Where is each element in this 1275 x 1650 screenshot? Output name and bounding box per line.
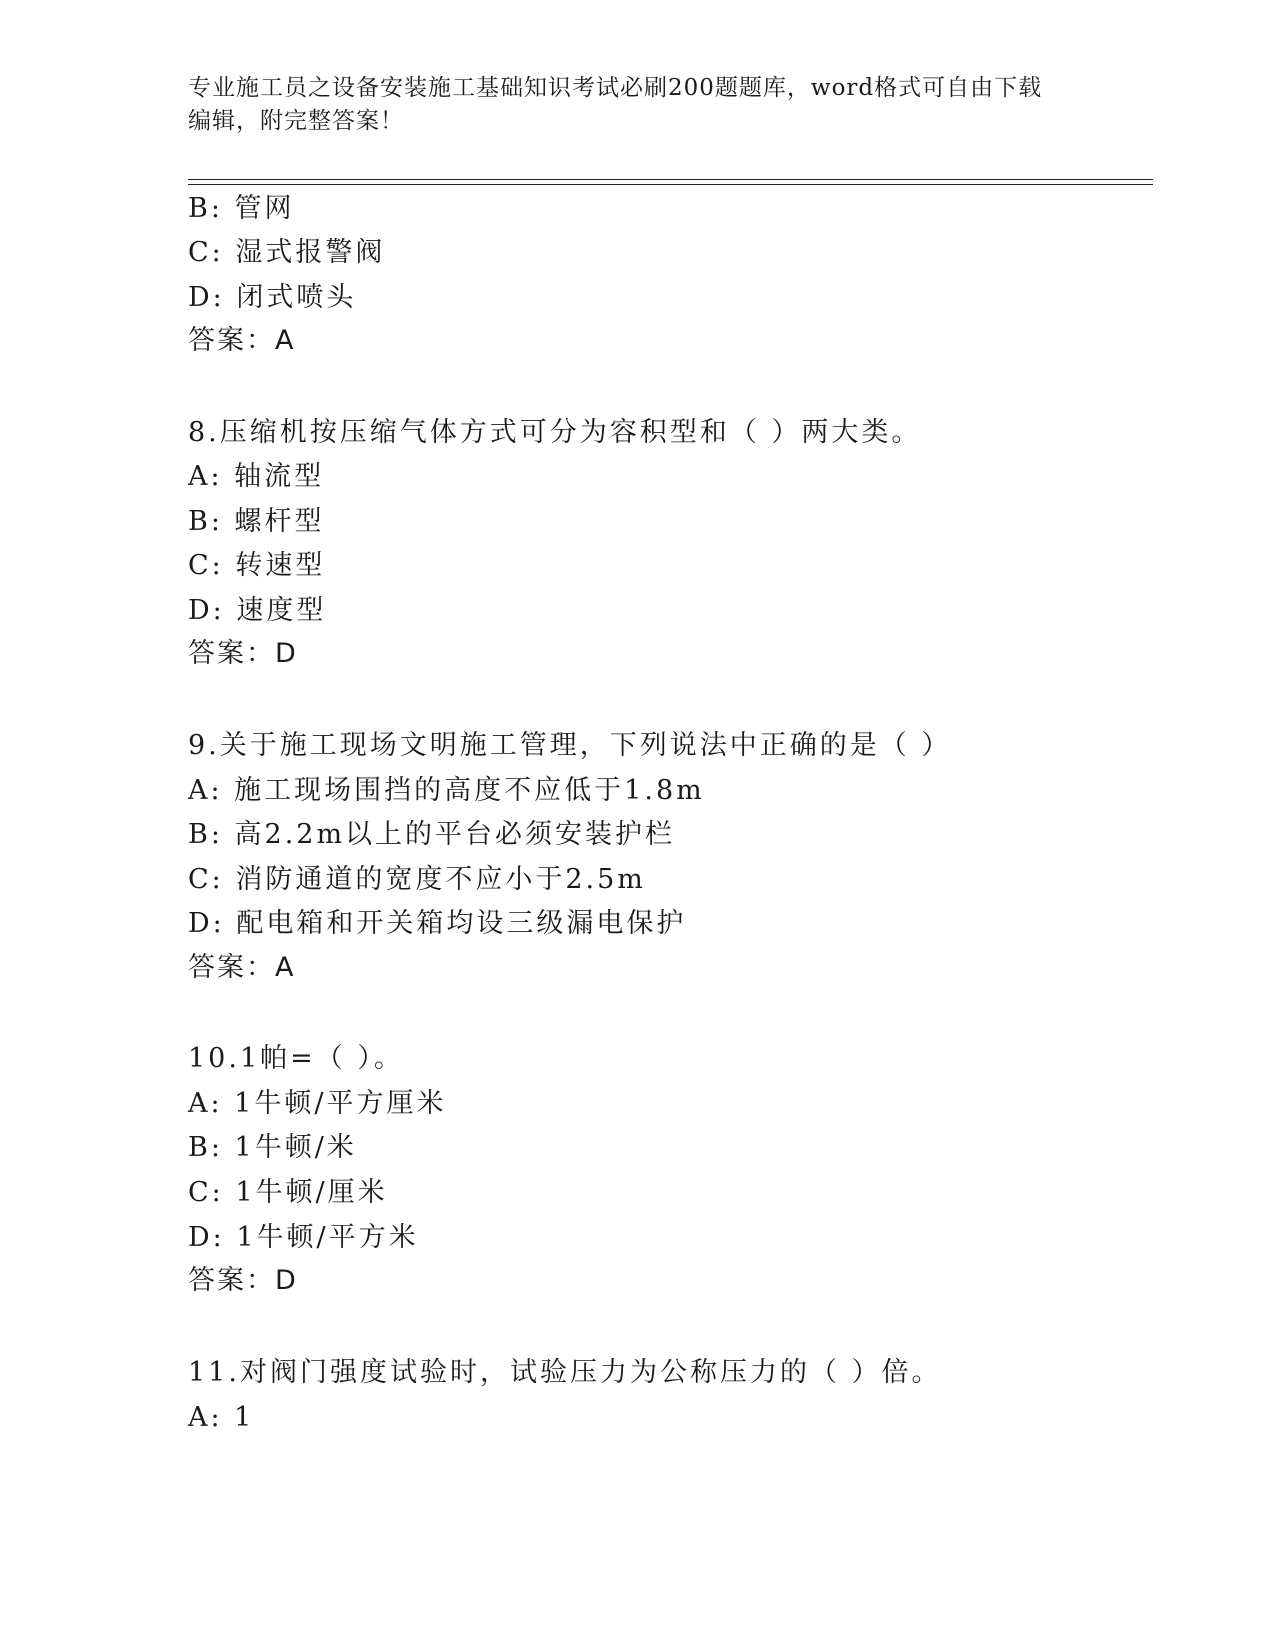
q8-question: 8.压缩机按压缩气体方式可分为容积型和（ ）两大类。 [188, 417, 922, 448]
q9-option-a: A: 施工现场围挡的高度不应低于1.8m [188, 775, 705, 806]
header-title-line-1: 专业施工员之设备安装施工基础知识考试必刷200题题库，word格式可自由下载 [188, 75, 1043, 101]
q10-question: 10.1帕=（ ）。 [188, 1043, 404, 1074]
q8-option-a: A: 轴流型 [188, 461, 325, 492]
q10-answer: 答案：D [188, 1265, 298, 1296]
header-title-line-2: 编辑，附完整答案！ [188, 108, 404, 134]
q7-answer: 答案：A [188, 325, 296, 356]
q9-answer: 答案：A [188, 952, 296, 983]
q7-option-c: C: 湿式报警阀 [188, 237, 386, 268]
q10-option-d: D: 1牛顿/平方米 [188, 1222, 419, 1253]
q10-option-a: A: 1牛顿/平方厘米 [188, 1088, 447, 1119]
q9-question: 9.关于施工现场文明施工管理，下列说法中正确的是（ ） [188, 730, 952, 761]
header-divider-bottom [188, 184, 1153, 185]
q8-option-d: D: 速度型 [188, 595, 327, 626]
q9-option-c: C: 消防通道的宽度不应小于2.5m [188, 864, 646, 895]
q9-option-d: D: 配电箱和开关箱均设三级漏电保护 [188, 908, 687, 939]
q7-option-b: B: 管网 [188, 193, 295, 224]
q11-question: 11.对阀门强度试验时，试验压力为公称压力的（ ）倍。 [188, 1357, 942, 1388]
q8-answer: 答案：D [188, 638, 298, 669]
q10-option-b: B: 1牛顿/米 [188, 1132, 357, 1163]
q8-option-c: C: 转速型 [188, 550, 326, 581]
q9-option-b: B: 高2.2m以上的平台必须安装护栏 [188, 819, 676, 850]
document-header [188, 72, 1088, 138]
q7-option-d: D: 闭式喷头 [188, 282, 357, 313]
q11-option-a: A: 1 [188, 1402, 255, 1433]
q10-option-c: C: 1牛顿/厘米 [188, 1177, 388, 1208]
header-divider-top [188, 179, 1153, 180]
q8-option-b: B: 螺杆型 [188, 506, 325, 537]
